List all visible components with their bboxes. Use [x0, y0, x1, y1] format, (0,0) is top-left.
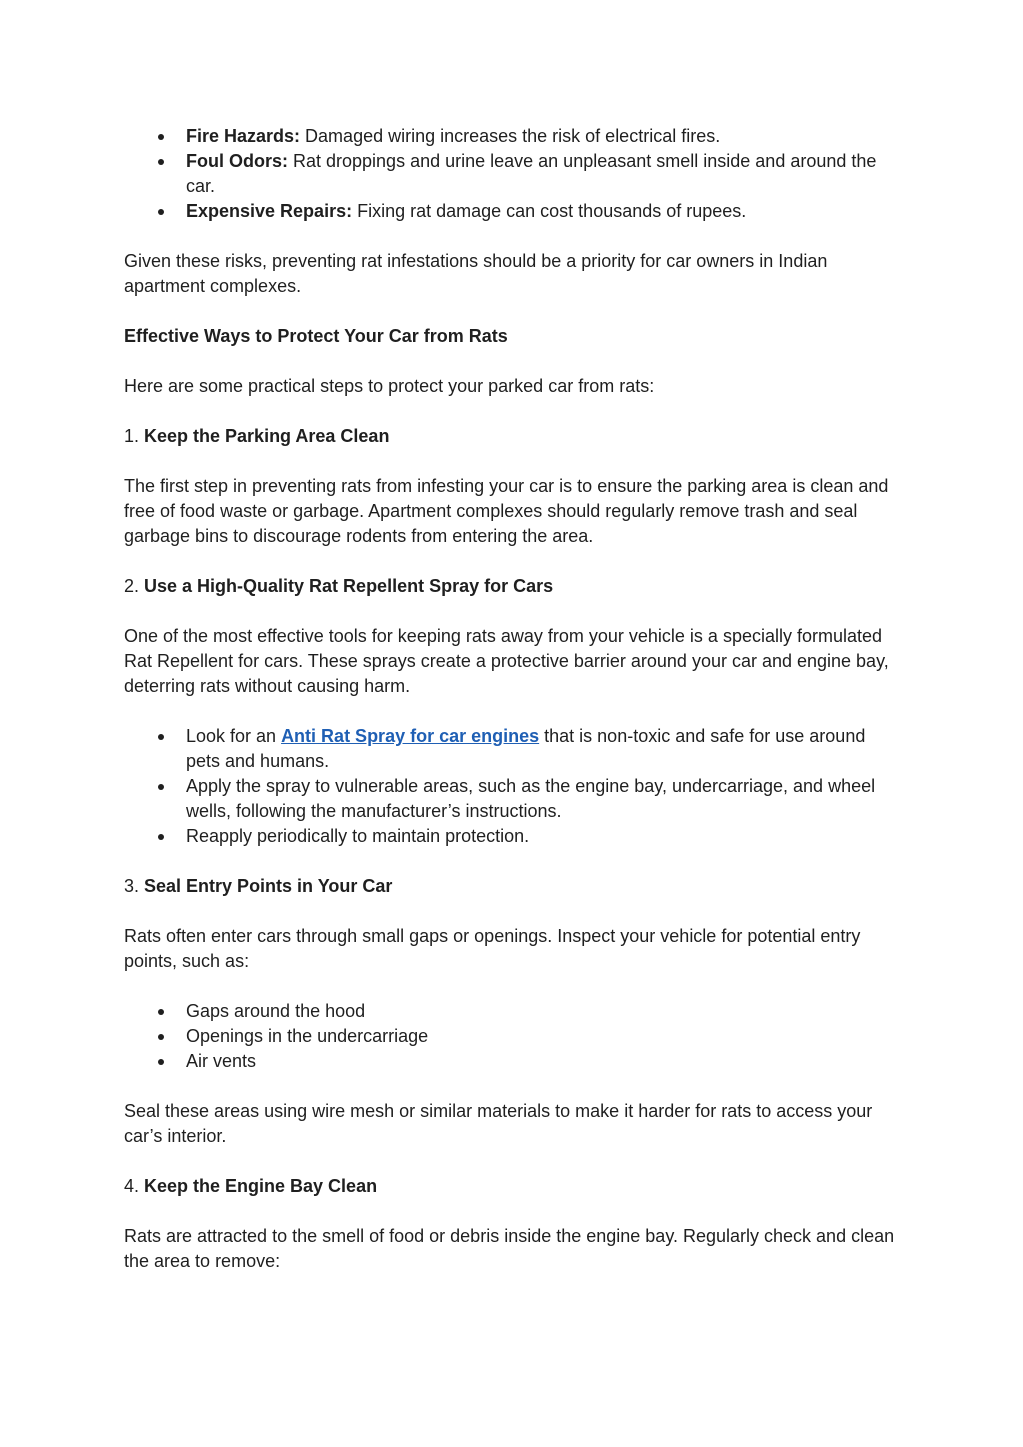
step-heading-3	[124, 874, 903, 899]
bullet-text: Openings in the undercarriage	[186, 1026, 429, 1046]
section-heading: Effective Ways to Protect Your Car from Rats	[124, 326, 508, 346]
step-number: 3.	[124, 876, 145, 896]
bullet-text: Air vents	[186, 1051, 257, 1071]
step-heading-4	[124, 1174, 903, 1199]
risks-paragraph: Given these risks, preventing rat infestations should be a priority for car owners in Indian apartment complexes.	[124, 251, 828, 296]
bullet-dot-icon	[158, 1034, 164, 1040]
seal-paragraph: Seal these areas using wire mesh or similar materials to make it harder for rats to access your car’s interior.	[124, 1101, 873, 1146]
spray-bullet-list	[124, 724, 903, 849]
bullet-dot-icon	[158, 1059, 164, 1065]
step-title: Use a High-Quality Rat Repellent Spray for Cars	[144, 576, 554, 596]
step-number: 1.	[124, 426, 145, 446]
step-number: 2.	[124, 576, 145, 596]
bullet-text: Apply the spray to vulnerable areas, such as the engine bay, undercarriage, and wheel wells, following the manufacturer’s instructions.	[186, 776, 876, 821]
step2-paragraph: One of the most effective tools for keeping rats away from your vehicle is a specially formulated Rat Repellent for cars. These sprays create a protective barrier around your car and engine bay, deterring rats without causing harm.	[124, 626, 889, 696]
list-item	[124, 199, 903, 224]
bullet-term: Fire Hazards:	[186, 126, 301, 146]
list-item	[124, 1024, 903, 1049]
bullet-text: Fixing rat damage can cost thousands of rupees.	[352, 201, 747, 221]
step1-paragraph: The first step in preventing rats from infesting your car is to ensure the parking area is clean and free of food waste or garbage. Apartment complexes should regularly remove trash and seal garbage bins to discourage rodents from entering the area.	[124, 476, 889, 546]
bullet-term: Expensive Repairs:	[186, 201, 353, 221]
bullet-dot-icon	[158, 209, 164, 215]
list-item	[124, 999, 903, 1024]
entry-bullet-list	[124, 999, 903, 1074]
list-item	[124, 724, 903, 774]
list-item	[124, 149, 903, 199]
step-heading-2	[124, 574, 903, 599]
bullet-text: Reapply periodically to maintain protection.	[186, 826, 530, 846]
bullet-text: Look for an	[186, 726, 282, 746]
bullet-text: that is non-toxic and safe for use around pets and humans.	[186, 726, 866, 771]
bullet-text: Gaps around the hood	[186, 1001, 366, 1021]
step-title: Keep the Engine Bay Clean	[144, 1176, 378, 1196]
bullet-text: Damaged wiring increases the risk of electrical fires.	[300, 126, 721, 146]
step-heading-1	[124, 424, 903, 449]
intro-paragraph: Here are some practical steps to protect your parked car from rats:	[124, 376, 655, 396]
step4-paragraph: Rats are attracted to the smell of food or debris inside the engine bay. Regularly check and clean the area to remove:	[124, 1226, 895, 1271]
step-title: Seal Entry Points in Your Car	[144, 876, 393, 896]
bullet-dot-icon	[158, 734, 164, 740]
bullet-dot-icon	[158, 159, 164, 165]
risk-bullet-list	[124, 124, 903, 224]
list-item	[124, 774, 903, 824]
bullet-dot-icon	[158, 834, 164, 840]
step-number: 4.	[124, 1176, 145, 1196]
list-item	[124, 824, 903, 849]
list-item	[124, 1049, 903, 1074]
step-title: Keep the Parking Area Clean	[144, 426, 390, 446]
step3-paragraph: Rats often enter cars through small gaps or openings. Inspect your vehicle for potential entry points, such as:	[124, 926, 861, 971]
list-item	[124, 124, 903, 149]
bullet-dot-icon	[158, 784, 164, 790]
bullet-dot-icon	[158, 134, 164, 140]
bullet-dot-icon	[158, 1009, 164, 1015]
anti-rat-spray-link[interactable]: Anti Rat Spray for car engines	[281, 726, 540, 746]
bullet-text: Rat droppings and urine leave an unpleasant smell inside and around the car.	[186, 151, 877, 196]
bullet-term: Foul Odors:	[186, 151, 288, 171]
